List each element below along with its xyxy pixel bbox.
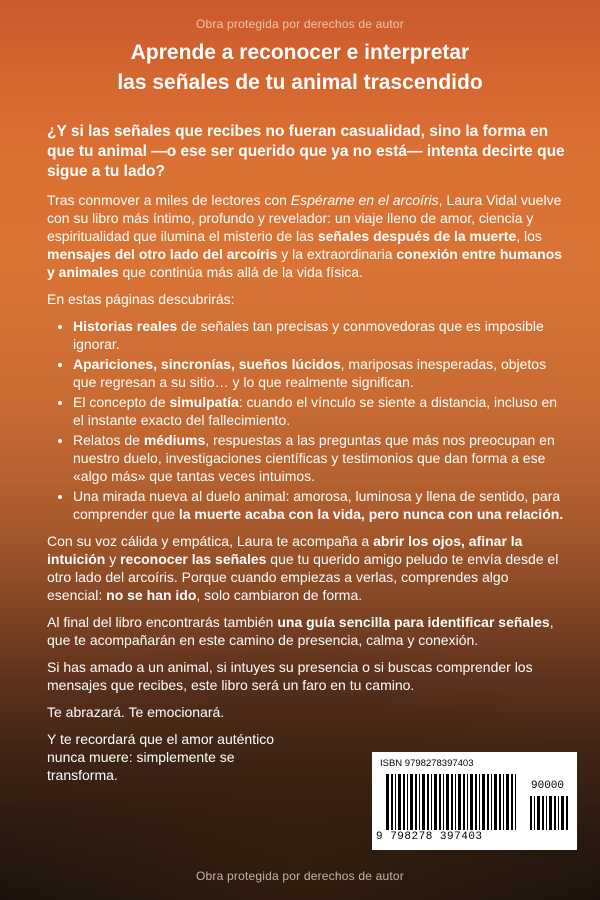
- text-run: , mariposas inesperadas, objetos que regresan a su sitio… y lo que realmente significan.: [73, 356, 547, 390]
- bullet-intro: En estas páginas descubrirás:: [47, 291, 235, 307]
- text-run: Una mirada nueva al duelo animal: amorosa, luminosa y llena de sentido, para comprender que: [73, 488, 561, 522]
- barcode-bar: [386, 774, 389, 830]
- text-run: , Laura Vidal vuelve con su libro más íntimo, profundo y revelador: un viaje lleno de amor, ciencia y espiritualidad que ilumina el misterio de las: [47, 192, 562, 244]
- list-item: [73, 431, 565, 485]
- list-item: [73, 487, 565, 523]
- text-run: que continúa más allá de la vida física.: [118, 264, 363, 280]
- text-run: Relatos de: [73, 432, 144, 448]
- barcode-bar: [511, 774, 513, 830]
- text-run: Al final del libro encontrarás también: [47, 614, 278, 630]
- barcode-bar: [534, 796, 535, 830]
- cover-headline: [0, 38, 600, 98]
- bold-run: mensajes del otro lado del arcoíris: [47, 246, 278, 262]
- barcode-digits: 9 798278 397403: [376, 831, 483, 843]
- text-run: de señales tan precisas y conmovedoras que es imposible ignorar.: [73, 318, 544, 352]
- barcode-bar: [422, 774, 425, 830]
- headline-line-2: las señales de tu animal trascendido: [117, 71, 483, 94]
- bold-run: simulpatía: [169, 394, 239, 410]
- paragraph-guide: [47, 613, 565, 649]
- barcode-bar: [415, 774, 417, 830]
- barcode-bar: [407, 774, 408, 830]
- isbn-barcode: [372, 752, 577, 850]
- barcode-bar: [566, 796, 568, 830]
- barcode-bar: [494, 774, 497, 830]
- barcode-bar: [542, 796, 544, 830]
- headline-line-1: Aprende a reconocer e interpretar: [130, 41, 470, 64]
- list-item: [73, 393, 565, 429]
- barcode-bar: [554, 796, 556, 830]
- barcode-bar: [410, 774, 413, 830]
- barcode-bar: [439, 774, 441, 830]
- text-run: , respuestas a las preguntas que más nos preocupan en nuestro duelo, investigaciones científicas y testimonios que dan forma a ese «algo más» que tantas veces intuimos.: [73, 432, 555, 484]
- paragraph-closing: [47, 730, 277, 784]
- lead-question: ¿Y si las señales que recibes no fueran casualidad, sino la forma en que tu animal —o ese ser querido que ya no está— intenta decirte que sigue a tu lado?: [47, 123, 565, 180]
- barcode-bar: [549, 796, 552, 830]
- barcode-bar: [499, 774, 501, 830]
- text-run: Y te recordará que el amor auténtico nunca muere:: [47, 731, 274, 765]
- barcode-bar: [503, 774, 504, 830]
- barcode-bar: [434, 774, 437, 830]
- bold-run: conexión entre humanos y animales: [47, 246, 563, 280]
- barcode-bar: [455, 774, 456, 830]
- paragraph-short: Te abrazará. Te emocionará.: [47, 704, 225, 720]
- barcode-bar: [446, 774, 449, 830]
- barcode-bar: [491, 774, 492, 830]
- barcode-bar: [515, 774, 516, 830]
- text-run: El concepto de: [73, 394, 170, 410]
- text-run: Con su voz cálida y empática, Laura te acompaña a: [47, 533, 374, 549]
- list-item: [73, 317, 565, 353]
- book-title: Espérame en el arcoíris: [290, 192, 439, 208]
- paragraph-invitation: Si has amado a un animal, si intuyes su presencia o si buscas comprender los mensajes que recibes, este libro será un faro en tu camino.: [47, 659, 533, 693]
- text-run: , los: [516, 228, 542, 244]
- list-item: [73, 355, 565, 391]
- barcode-bar: [487, 774, 489, 830]
- barcode-bar: [427, 774, 429, 830]
- price-code: 90000: [531, 780, 565, 792]
- blurb-body: [47, 122, 565, 793]
- barcode-bar: [470, 774, 473, 830]
- bold-run: Historias reales: [73, 318, 178, 334]
- discoveries-list: [47, 317, 565, 523]
- paragraph-intro-book: [47, 191, 565, 281]
- barcode-bar: [561, 796, 564, 830]
- bold-run: médiums: [143, 432, 206, 448]
- barcode-bar: [391, 774, 393, 830]
- barcode-bar: [443, 774, 444, 830]
- bold-run: señales después de la muerte: [317, 228, 517, 244]
- barcode-bar: [537, 796, 540, 830]
- bold-run: una guía sencilla para identificar señales: [277, 614, 550, 630]
- watermark-top: Obra protegida por derechos de autor: [196, 17, 404, 31]
- text-run: simplemente se transforma.: [47, 749, 235, 783]
- text-run: , que te acompañarán en este camino de presencia, calma y conexión.: [47, 614, 554, 648]
- barcode-bar: [467, 774, 468, 830]
- barcode-bar: [482, 774, 485, 830]
- barcode-bar: [530, 796, 532, 830]
- barcode-bar: [451, 774, 453, 830]
- bold-run: Apariciones, sincronías, sueños lúcidos: [73, 356, 341, 372]
- isbn-label: ISBN 9798278397403: [380, 758, 474, 769]
- text-run: y: [105, 551, 121, 567]
- barcode-bar: [475, 774, 477, 830]
- paragraph-author-voice: [47, 532, 565, 604]
- text-run: : cuando el vínculo se siente a distancia, incluso en el instante exacto del fallecimiento.: [73, 394, 558, 428]
- text-run: que tu querido amigo peludo te envía desde el otro lado del arcoíris. Porque cuando empiezas a verlas, comprendes algo esencial:: [47, 551, 559, 603]
- barcode-bar: [463, 774, 465, 830]
- barcode-bar: [479, 774, 480, 830]
- barcode-bar: [458, 774, 461, 830]
- barcode-bar: [558, 796, 559, 830]
- watermark-bottom: Obra protegida por derechos de autor: [196, 869, 404, 883]
- barcode-bar: [403, 774, 405, 830]
- barcode-bar: [395, 774, 396, 830]
- barcode-bar: [419, 774, 420, 830]
- text-run: Tras conmover a miles de lectores con: [47, 192, 291, 208]
- text-run: , solo cambiaron de forma.: [196, 587, 363, 603]
- barcode-bar: [506, 774, 509, 830]
- text-run: y la extraordinaria: [277, 246, 397, 262]
- bold-run: abrir los ojos, afinar la intuición: [47, 533, 523, 567]
- bold-run: reconocer las señales: [120, 551, 267, 567]
- barcode-bar: [431, 774, 432, 830]
- bold-run: la muerte acaba con la vida, pero nunca con una relación.: [178, 506, 564, 522]
- barcode-bar: [546, 796, 547, 830]
- barcode-bar: [398, 774, 401, 830]
- bold-run: no se han ido: [106, 587, 197, 603]
